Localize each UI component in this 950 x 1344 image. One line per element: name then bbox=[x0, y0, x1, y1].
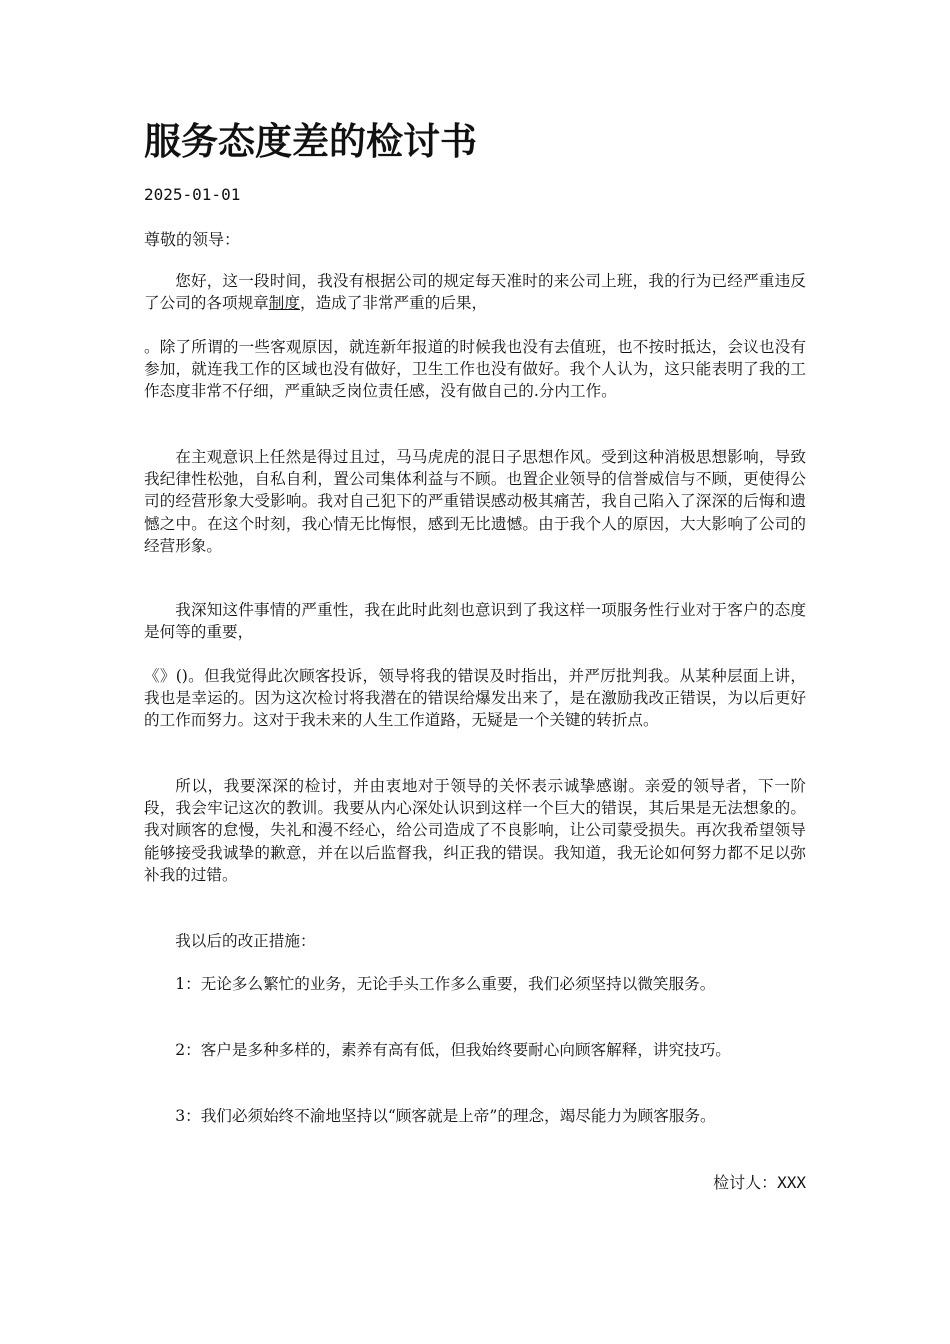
paragraph-1 bbox=[144, 270, 806, 314]
paragraph-6: 所以，我要深深的检讨，并由衷地对于领导的关怀表示诚挚感谢。亲爱的领导者，下一阶段，我会牢记这次的教训。我要从内心深处认识到这样一个巨大的错误，其后果是无法想象的。我对顾客的怠慢，失礼和漫不经心，给公司造成了不良影响，让公司蒙受损失。再次我希望领导能够接受我诚挚的歉意，并在以后监督我，纠正我的错误。我知道，我无论如何努力都不足以弥补我的过错。 bbox=[144, 777, 806, 884]
document-title: 服务态度差的检讨书 bbox=[144, 119, 477, 163]
measure-2: 2：客户是多种多样的，素养有高有低，但我始终要耐心向顾客解释，讲究技巧。 bbox=[175, 1041, 731, 1059]
paragraph-5: 《》()。但我觉得此次顾客投诉，领导将我的错误及时指出，并严厉批判我。从某种层面上讲，我也是幸运的。因为这次检讨将我潜在的错误给爆发出来了，是在激励我改正错误，为以后更好的工作而努力。这对于我未来的人生工作道路，无疑是一个关键的转折点。 bbox=[144, 667, 806, 730]
paragraph-4: 我深知这件事情的严重性，我在此时此刻也意识到了我这样一项服务性行业对于客户的态度是何等的重要， bbox=[144, 601, 806, 642]
measure-3: 3：我们必须始终不渝地坚持以“顾客就是上帝”的理念，竭尽能力为顾客服务。 bbox=[175, 1107, 716, 1125]
measure-1: 1：无论多么繁忙的业务，无论手头工作多么重要，我们必须坚持以微笑服务。 bbox=[175, 975, 716, 993]
signature-label: 检讨人： bbox=[713, 1173, 778, 1192]
paragraph-1-text-b: ，造成了非常严重的后果， bbox=[299, 294, 488, 313]
paragraph-3: 在主观意识上任然是得过且过，马马虎虎的混日子思想作风。受到这种消极思想影响，导致我纪律性松弛，自私自利，置公司集体利益与不顾。也置企业领导的信誉威信与不顾，更使得公司的经营形象大受影响。我对自己犯下的严重错误感动极其痛苦，我自己陷入了深深的后悔和遗憾之中。在这个时刻，我心情无比悔恨，感到无比遗憾。由于我个人的原因，大大影响了公司的经营形象。 bbox=[144, 448, 806, 555]
corrective-measures-heading: 我以后的改正措施： bbox=[175, 932, 316, 950]
signature-name: XXX bbox=[777, 1173, 806, 1192]
paragraph-1-text-a: 您好，这一段时间，我没有根据公司的规定每天准时的来公司上班，我的行为已经严重违反了公司的各项规章 bbox=[144, 272, 806, 313]
regulations-link[interactable]: 制度 bbox=[268, 294, 300, 313]
signature bbox=[713, 1172, 806, 1194]
document-date: 2025-01-01 bbox=[144, 185, 241, 204]
salutation: 尊敬的领导： bbox=[144, 230, 241, 249]
paragraph-2: 。除了所谓的一些客观原因，就连新年报道的时候我也没有去值班，也不按时抵达，会议也没有参加，就连我工作的区域也没有做好，卫生工作也没有做好。我个人认为，这只能表明了我的工作态度非常不仔细，严重缺乏岗位责任感，没有做自己的.分内工作。 bbox=[144, 338, 806, 401]
